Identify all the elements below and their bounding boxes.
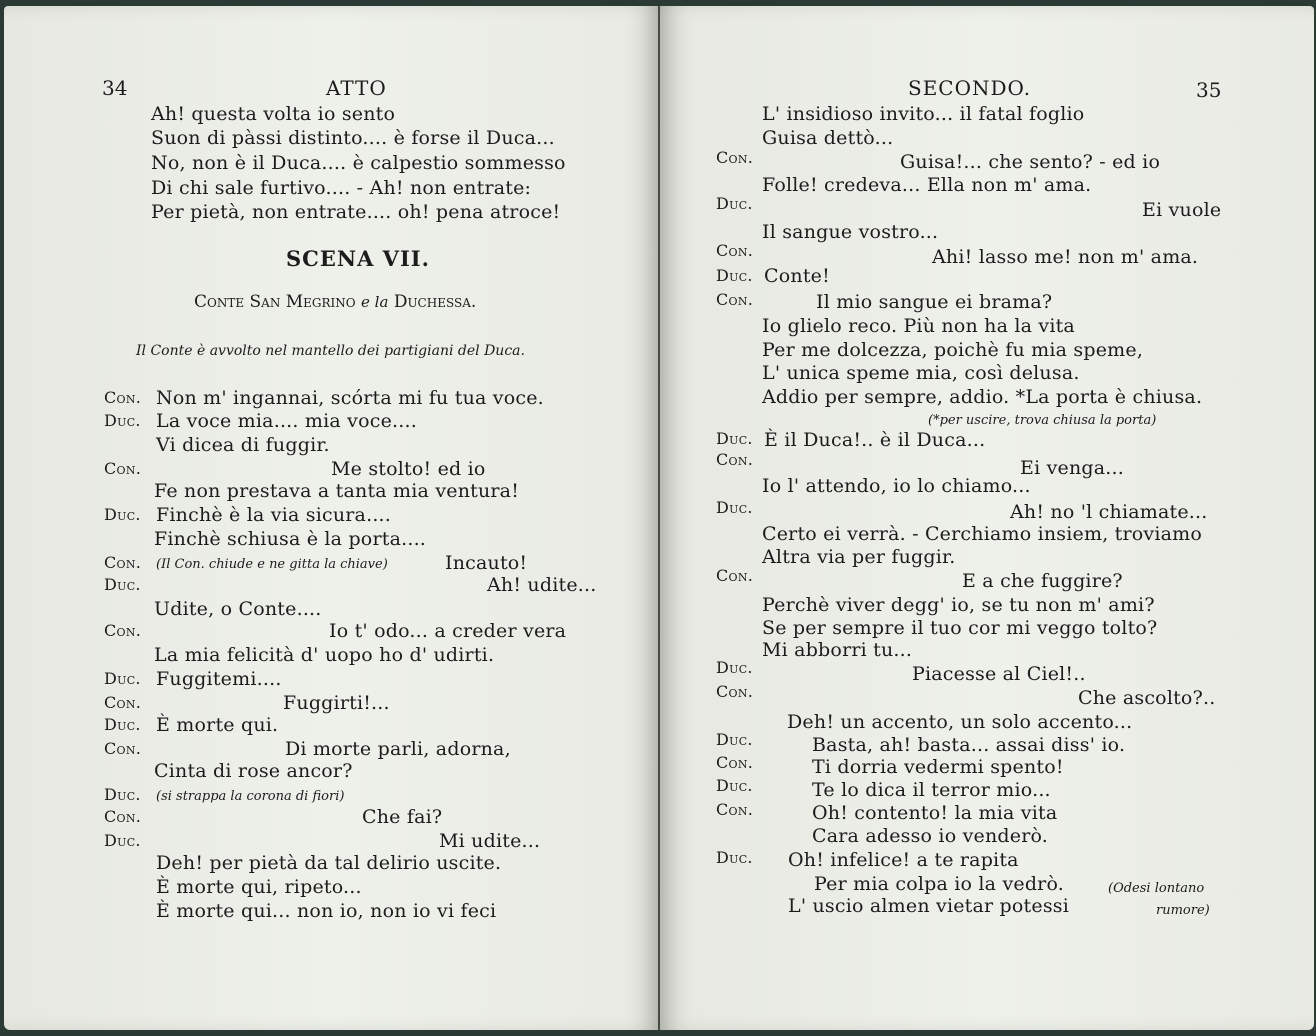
speaker-label: Duc. <box>716 848 753 867</box>
dialogue-line: Che fai? <box>362 806 443 828</box>
dialogue-line: Di morte parli, adorna, <box>285 738 511 760</box>
dialogue-line: Piacesse al Ciel!.. <box>912 663 1086 685</box>
speaker-label: Duc. <box>716 266 753 285</box>
dialogue-line: Certo ei verrà. - Cerchiamo insiem, troviamo <box>762 523 1203 545</box>
running-head: ATTO <box>326 76 387 100</box>
speaker-label: Duc. <box>104 715 141 734</box>
left-page <box>4 6 658 1030</box>
dialogue-line: Io t' odo... a creder vera <box>329 620 567 642</box>
running-head: SECONDO. <box>908 76 1032 100</box>
speaker-label: Con. <box>104 459 142 478</box>
character-duchessa: Duchessa. <box>393 292 477 312</box>
speaker-label: Con. <box>716 753 754 772</box>
verse-line: Suon di pàssi distinto.... è forse il Duca... <box>151 127 555 149</box>
dialogue-line: La mia felicità d' uopo ho d' udirti. <box>154 644 495 666</box>
dialogue-line: Guisa!... che sento? - ed io <box>900 151 1161 173</box>
dialogue-line: Il sangue vostro... <box>762 221 939 243</box>
verse-line: Per pietà, non entrate.... oh! pena atroce! <box>151 201 561 223</box>
speaker-label: Duc. <box>104 669 141 688</box>
dialogue-line: L' uscio almen vietar potessi <box>788 895 1070 917</box>
dialogue-line: È il Duca!.. è il Duca... <box>764 429 986 451</box>
speaker-label: Con. <box>104 739 142 758</box>
dialogue-line: Cinta di rose ancor? <box>154 760 353 782</box>
dialogue-line: Vi dicea di fuggir. <box>156 434 330 456</box>
dialogue-line: Folle! credeva... Ella non m' ama. <box>762 174 1092 196</box>
speaker-label: Con. <box>104 553 142 572</box>
dialogue-line: Conte! <box>764 265 830 287</box>
speaker-label: Duc. <box>104 831 141 850</box>
dialogue-line: L' unica speme mia, così delusa. <box>762 362 1080 384</box>
dialogue-line: La voce mia.... mia voce.... <box>156 410 417 432</box>
dialogue-line: Io l' attendo, io lo chiamo... <box>762 475 1031 497</box>
dialogue-line: Ah! no 'l chiamate... <box>1010 501 1208 523</box>
speaker-label: Con. <box>716 566 754 585</box>
right-page <box>660 6 1314 1030</box>
speaker-label: Con. <box>716 682 754 701</box>
dialogue-line: Finchè è la via sicura.... <box>156 504 392 526</box>
speaker-label: Duc. <box>104 411 141 430</box>
dialogue-line: Per me dolcezza, poichè fu mia speme, <box>762 339 1144 361</box>
speaker-label: Duc. <box>104 575 141 594</box>
speaker-label: Con. <box>716 148 754 167</box>
dialogue-line: Ahi! lasso me! non m' ama. <box>932 246 1199 268</box>
dialogue-line: Mi abborri tu... <box>762 639 913 661</box>
dialogue-line: Oh! infelice! a te rapita <box>788 849 1019 871</box>
dialogue-line: Basta, ah! basta... assai diss' io. <box>812 734 1126 756</box>
dialogue-line: L' insidioso invito... il fatal foglio <box>762 103 1085 125</box>
dialogue-line: Io glielo reco. Più non ha la vita <box>762 315 1075 337</box>
dialogue-line: Che ascolto?.. <box>1078 687 1216 709</box>
dialogue-line: Udite, o Conte.... <box>154 598 322 620</box>
dialogue-line: Finchè schiusa è la porta.... <box>154 528 427 550</box>
speaker-label: Duc. <box>716 658 753 677</box>
dialogue-line: Non m' ingannai, scórta mi fu tua voce. <box>156 387 544 409</box>
speaker-label: Duc. <box>716 776 753 795</box>
verse-line: Di chi sale furtivo.... - Ah! non entrate: <box>151 177 532 199</box>
verse-line: Ah! questa volta io sento <box>151 103 396 125</box>
side-stage-direction: rumore) <box>1156 903 1210 918</box>
dialogue-line: Guisa dettò... <box>762 127 894 149</box>
dialogue-line: Fuggirti!... <box>283 692 390 714</box>
stage-direction: Il Conte è avvolto nel mantello dei partigiani del Duca. <box>136 343 525 359</box>
dialogue-line: Ei venga... <box>1020 457 1125 479</box>
dialogue-line: È morte qui. <box>156 714 279 736</box>
speaker-label: Con. <box>104 693 142 712</box>
speaker-label: Con. <box>716 241 754 260</box>
dialogue-line: È morte qui... non io, non io vi feci <box>156 900 497 922</box>
dialogue-line: Deh! un accento, un solo accento... <box>787 711 1133 733</box>
scene-title: SCENA VII. <box>286 246 430 271</box>
dialogue-line: Incauto! <box>445 552 528 574</box>
dialogue-line: Cara adesso io venderò. <box>812 825 1049 847</box>
character-conjunction: e la <box>361 293 389 311</box>
speaker-label: Con. <box>104 621 142 640</box>
dialogue-line: Ei vuole <box>1142 199 1222 221</box>
dialogue-line: Addio per sempre, addio. *La porta è chiusa. <box>762 386 1203 408</box>
speaker-label: Duc. <box>716 498 753 517</box>
side-stage-direction: (Odesi lontano <box>1108 881 1205 896</box>
speaker-label: Con. <box>104 807 142 826</box>
dialogue-line: Per mia colpa io la vedrò. <box>814 873 1065 895</box>
dialogue-line: E a che fuggire? <box>962 570 1123 592</box>
speaker-label: Duc. <box>104 505 141 524</box>
speaker-label: Con. <box>104 388 142 407</box>
dialogue-line: Se per sempre il tuo cor mi veggo tolto? <box>762 617 1158 639</box>
dialogue-line: Fe non prestava a tanta mia ventura! <box>154 480 520 502</box>
speaker-label: Duc. <box>716 194 753 213</box>
dialogue-line: Fuggitemi.... <box>156 668 282 690</box>
page-number: 34 <box>102 76 128 100</box>
speaker-label: Con. <box>716 290 754 309</box>
inline-stage-direction: (si strappa la corona di fiori) <box>156 789 345 804</box>
dialogue-line: Me stolto! ed io <box>331 458 486 480</box>
dialogue-line: Ti dorria vedermi spento! <box>812 756 1064 778</box>
inline-stage-direction: (Il Con. chiude e ne gitta la chiave) <box>156 557 388 572</box>
dialogue-line: Mi udite... <box>439 830 541 852</box>
dialogue-line: Perchè viver degg' io, se tu non m' ami? <box>762 594 1155 616</box>
dialogue-line: Altra via per fuggir. <box>762 546 956 568</box>
dialogue-line: È morte qui, ripeto... <box>156 876 362 898</box>
dialogue-line: Deh! per pietà da tal delirio uscite. <box>156 852 502 874</box>
dialogue-line: Oh! contento! la mia vita <box>812 802 1058 824</box>
verse-line: No, non è il Duca.... è calpestio sommesso <box>151 152 566 174</box>
dialogue-line: Te lo dica il terror mio... <box>812 779 1051 801</box>
character-list <box>194 290 476 314</box>
dialogue-line: Il mio sangue ei brama? <box>816 291 1053 313</box>
speaker-label: Duc. <box>716 429 753 448</box>
speaker-label: Con. <box>716 800 754 819</box>
character-conte: Conte San Megrino <box>194 292 356 312</box>
inline-stage-direction: (*per uscire, trova chiusa la porta) <box>928 413 1157 428</box>
dialogue-line: Ah! udite... <box>487 574 597 596</box>
speaker-label: Duc. <box>716 730 753 749</box>
speaker-label: Con. <box>716 450 754 469</box>
speaker-label: Duc. <box>104 785 141 804</box>
page-number: 35 <box>1196 78 1222 102</box>
